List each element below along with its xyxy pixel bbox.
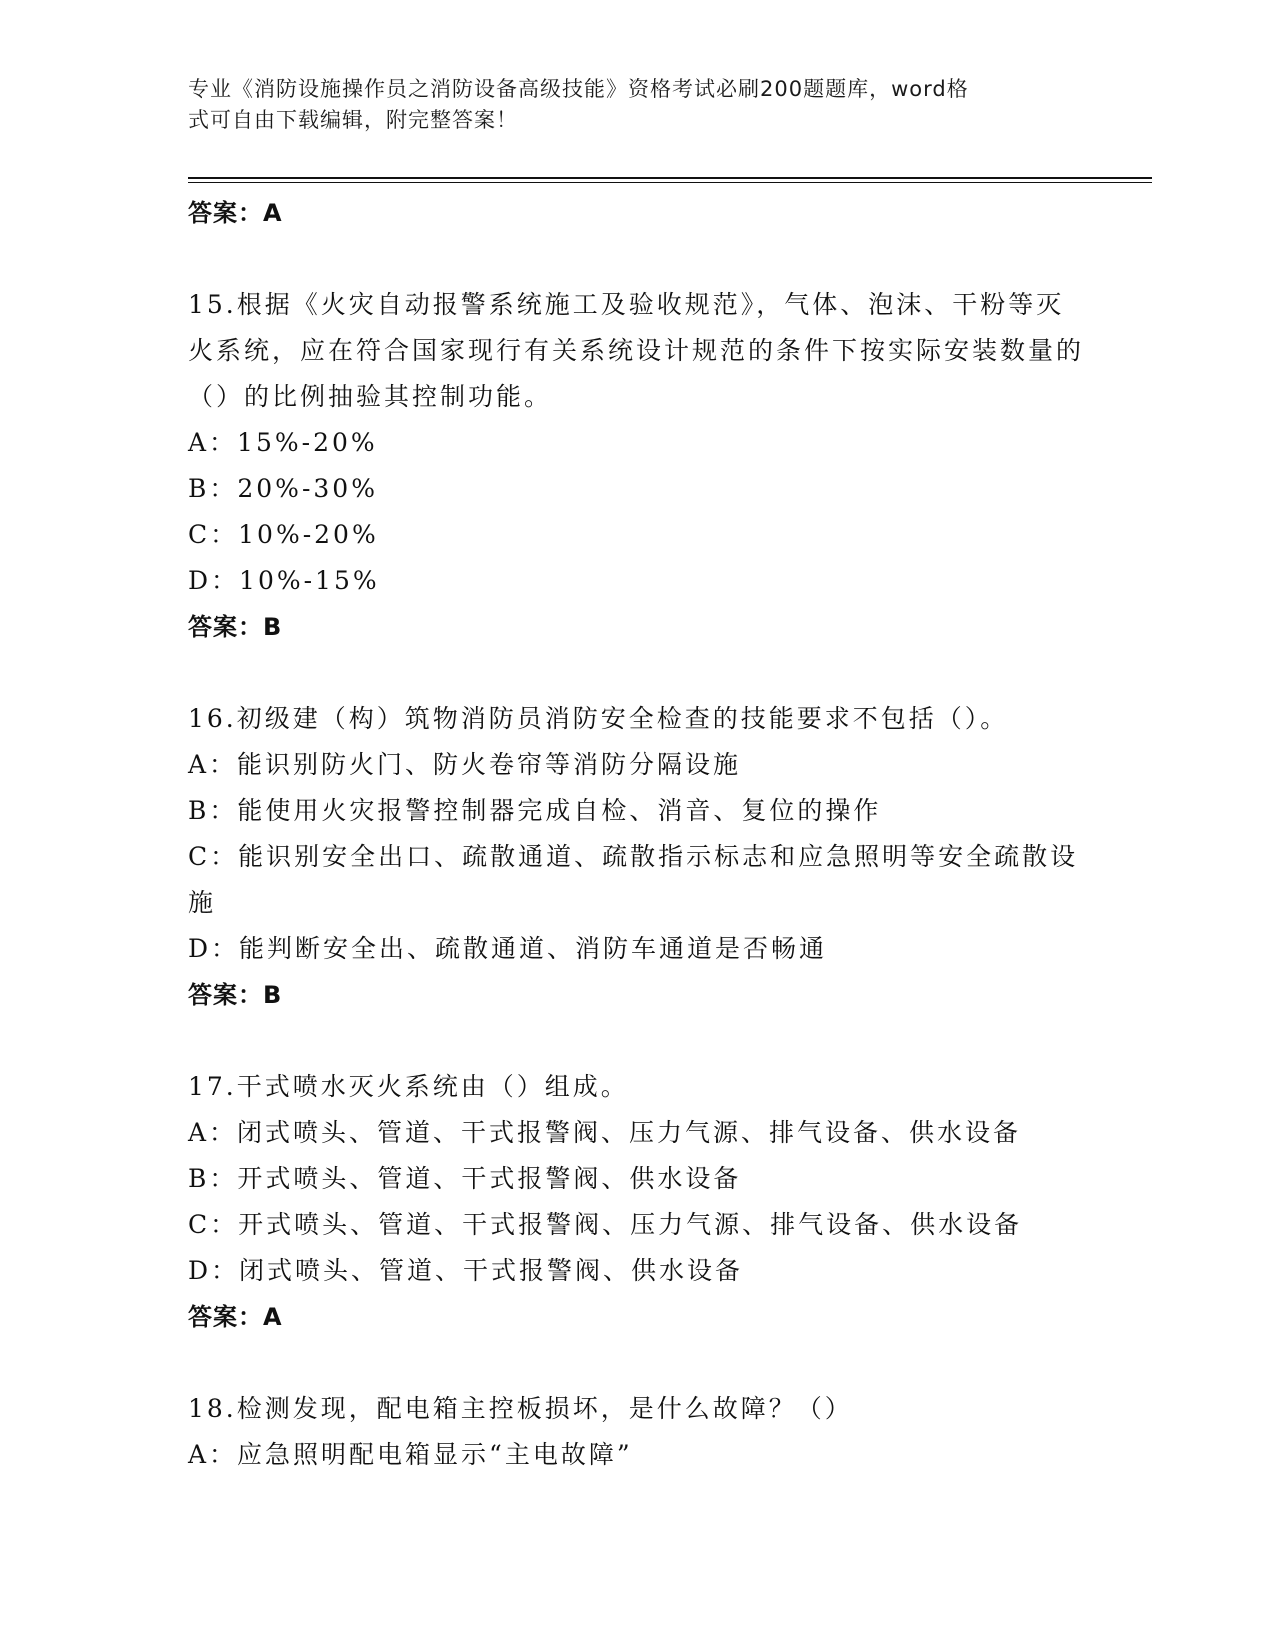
question-18 (188, 1386, 1088, 1478)
question-17 (188, 1064, 1088, 1340)
question-16 (188, 696, 1088, 1018)
question-stem: 16.初级建（构）筑物消防员消防安全检查的技能要求不包括（）。 (188, 704, 1009, 733)
option-b: B：能使用火灾报警控制器完成自检、消音、复位的操作 (188, 796, 882, 825)
answer: 答案：B (188, 981, 283, 1009)
question-stem: 17.干式喷水灭火系统由（）组成。 (188, 1072, 629, 1101)
option-c: C：能识别安全出口、疏散通道、疏散指示标志和应急照明等安全疏散设施 (188, 842, 1079, 917)
question-stem: 15.根据《火灾自动报警系统施工及验收规范》，气体、泡沫、干粉等灭火系统，应在符合国家现行有关系统设计规范的条件下按实际安装数量的（）的比例抽验其控制功能。 (188, 290, 1085, 411)
question-stem: 18.检测发现，配电箱主控板损坏，是什么故障？（） (188, 1394, 853, 1423)
page-header (188, 74, 1088, 136)
option-a: A：闭式喷头、管道、干式报警阀、压力气源、排气设备、供水设备 (188, 1118, 1022, 1147)
previous-answer: 答案：A (188, 199, 283, 227)
header-divider-thin (188, 182, 1152, 183)
header-line-1: 专业《消防设施操作员之消防设备高级技能》资格考试必刷200题题库，word格 (188, 77, 969, 101)
option-c: C：开式喷头、管道、干式报警阀、压力气源、排气设备、供水设备 (188, 1210, 1023, 1239)
option-c: C：10%-20% (188, 520, 379, 549)
option-a: A：应急照明配电箱显示“主电故障” (188, 1440, 633, 1469)
header-line-2: 式可自由下载编辑，附完整答案！ (188, 108, 518, 132)
option-d: D：10%-15% (188, 566, 380, 595)
answer: 答案：B (188, 613, 283, 641)
option-a: A：15%-20% (188, 428, 378, 457)
option-b: B：开式喷头、管道、干式报警阀、供水设备 (188, 1164, 742, 1193)
option-a: A：能识别防火门、防火卷帘等消防分隔设施 (188, 750, 742, 779)
question-15 (188, 282, 1088, 650)
answer: 答案：A (188, 1303, 283, 1331)
question-list (188, 190, 1088, 1478)
header-divider (188, 177, 1152, 179)
option-b: B：20%-30% (188, 474, 378, 503)
option-d: D：能判断安全出、疏散通道、消防车通道是否畅通 (188, 934, 828, 963)
option-d: D：闭式喷头、管道、干式报警阀、供水设备 (188, 1256, 744, 1285)
